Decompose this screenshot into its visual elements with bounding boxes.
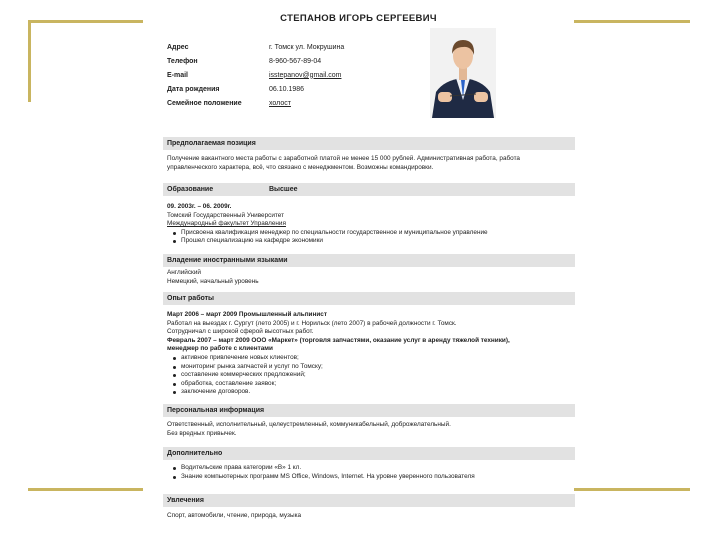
- job1-title: Март 2006 – март 2009 Промышленный альпинист: [167, 311, 327, 318]
- hobbies-text: Спорт, автомобили, чтение, природа, музыка: [167, 512, 302, 519]
- address-value: г. Томск ул. Мокрушина: [269, 43, 345, 51]
- list-item: Прошел специализацию на кафедре экономики: [167, 237, 567, 246]
- personal-row-email: [167, 68, 427, 82]
- languages-text: [167, 269, 567, 286]
- email-label: E-mail: [167, 71, 189, 79]
- personal-row-phone: [167, 54, 427, 68]
- birthdate-value: 06.10.1986: [269, 85, 305, 93]
- section-header-additional: Дополнительно: [163, 447, 575, 460]
- education-level: Высшее: [269, 186, 298, 193]
- phone-value: 8-960-567-89-04: [269, 57, 322, 65]
- personal-details: [167, 40, 427, 110]
- personal-info-line: Без вредных привычек.: [167, 429, 237, 437]
- job1-description: Работал на выездах г. Сургут (лето 2005) и г. Норильск (лето 2007) в рабочей должности г. Томск.: [167, 319, 457, 327]
- section-header-objective: Предполагаемая позиция: [163, 137, 575, 150]
- education-list: [167, 229, 567, 246]
- email-link[interactable]: isstepanov@gmail.com: [269, 71, 342, 79]
- list-item: мониторинг рынка запчастей и услуг по Томску;: [167, 363, 567, 372]
- address-label: Адрес: [167, 43, 189, 51]
- section-header-languages: Владение иностранными языками: [163, 254, 575, 267]
- section-header-experience: Опыт работы: [163, 292, 575, 305]
- section-header-hobbies: Увлечения: [163, 494, 575, 507]
- decor-line-bottom-right: [572, 488, 690, 491]
- decor-line-left: [28, 20, 31, 102]
- decor-line-top-left: [28, 20, 146, 23]
- experience-list: [167, 354, 567, 397]
- list-item: заключение договоров.: [167, 388, 567, 397]
- job2-title: Февраль 2007 – март 2009 ООО «Маркет» (торговля запчастями, оказание услуг в аренду тяжелой техники),: [167, 336, 510, 344]
- decor-line-bottom-left: [28, 488, 146, 491]
- list-item: Водительские права категории «В» 1 кл.: [167, 464, 567, 473]
- marital-label: Семейное положение: [167, 99, 242, 107]
- resume-name: СТЕПАНОВ ИГОРЬ СЕРГЕЕВИЧ: [280, 13, 437, 24]
- list-item: Знание компьютерных программ MS Office, Windows, Internet. На уровне уверенного пользователя: [167, 473, 567, 482]
- marital-value: холост: [269, 99, 291, 107]
- education-block: [167, 203, 567, 246]
- experience-block: [167, 311, 567, 397]
- education-university: Томский Государственный Университет: [167, 211, 285, 219]
- phone-label: Телефон: [167, 57, 198, 65]
- objective-text: Получение вакантного места работы с заработной платой не менее 15 000 рублей. Административная работа, работа управленческого характера, всё, что связано с менеджментом. Возможны командировки.: [167, 155, 520, 171]
- language-item: Немецкий, начальный уровень: [167, 277, 259, 285]
- profile-photo: [430, 28, 496, 118]
- section-header-personal-info: Персональная информация: [163, 404, 575, 417]
- personal-info-line: Ответственный, исполнительный, целеустремленный, коммуникабельный, доброжелательный.: [167, 421, 451, 428]
- personal-info-text: [167, 421, 567, 438]
- additional-list: [167, 464, 567, 481]
- list-item: составление коммерческих предложений;: [167, 371, 567, 380]
- section-header-education: Образование Высшее: [163, 183, 575, 196]
- education-period: 09. 2003г. – 06. 2009г.: [167, 203, 232, 210]
- language-item: Английский: [167, 269, 201, 276]
- job1-description-2: Сотрудничал с широкой сферой высотных работ.: [167, 328, 314, 336]
- education-faculty: Международный факультет Управления: [167, 220, 286, 228]
- personal-row-marital: [167, 96, 427, 110]
- list-item: обработка, составление заявок;: [167, 380, 567, 389]
- personal-row-birthdate: [167, 82, 427, 96]
- decor-line-top-right: [572, 20, 690, 23]
- job2-role: менеджер по работе с клиентами: [167, 345, 273, 353]
- list-item: активное привлечение новых клиентов;: [167, 354, 567, 363]
- resume-page: [143, 0, 574, 540]
- list-item: Присвоена квалификация менеджер по специальности государственное и муниципальное управление: [167, 229, 567, 238]
- personal-row-address: [167, 40, 427, 54]
- additional-block: [167, 464, 567, 481]
- birthdate-label: Дата рождения: [167, 85, 220, 93]
